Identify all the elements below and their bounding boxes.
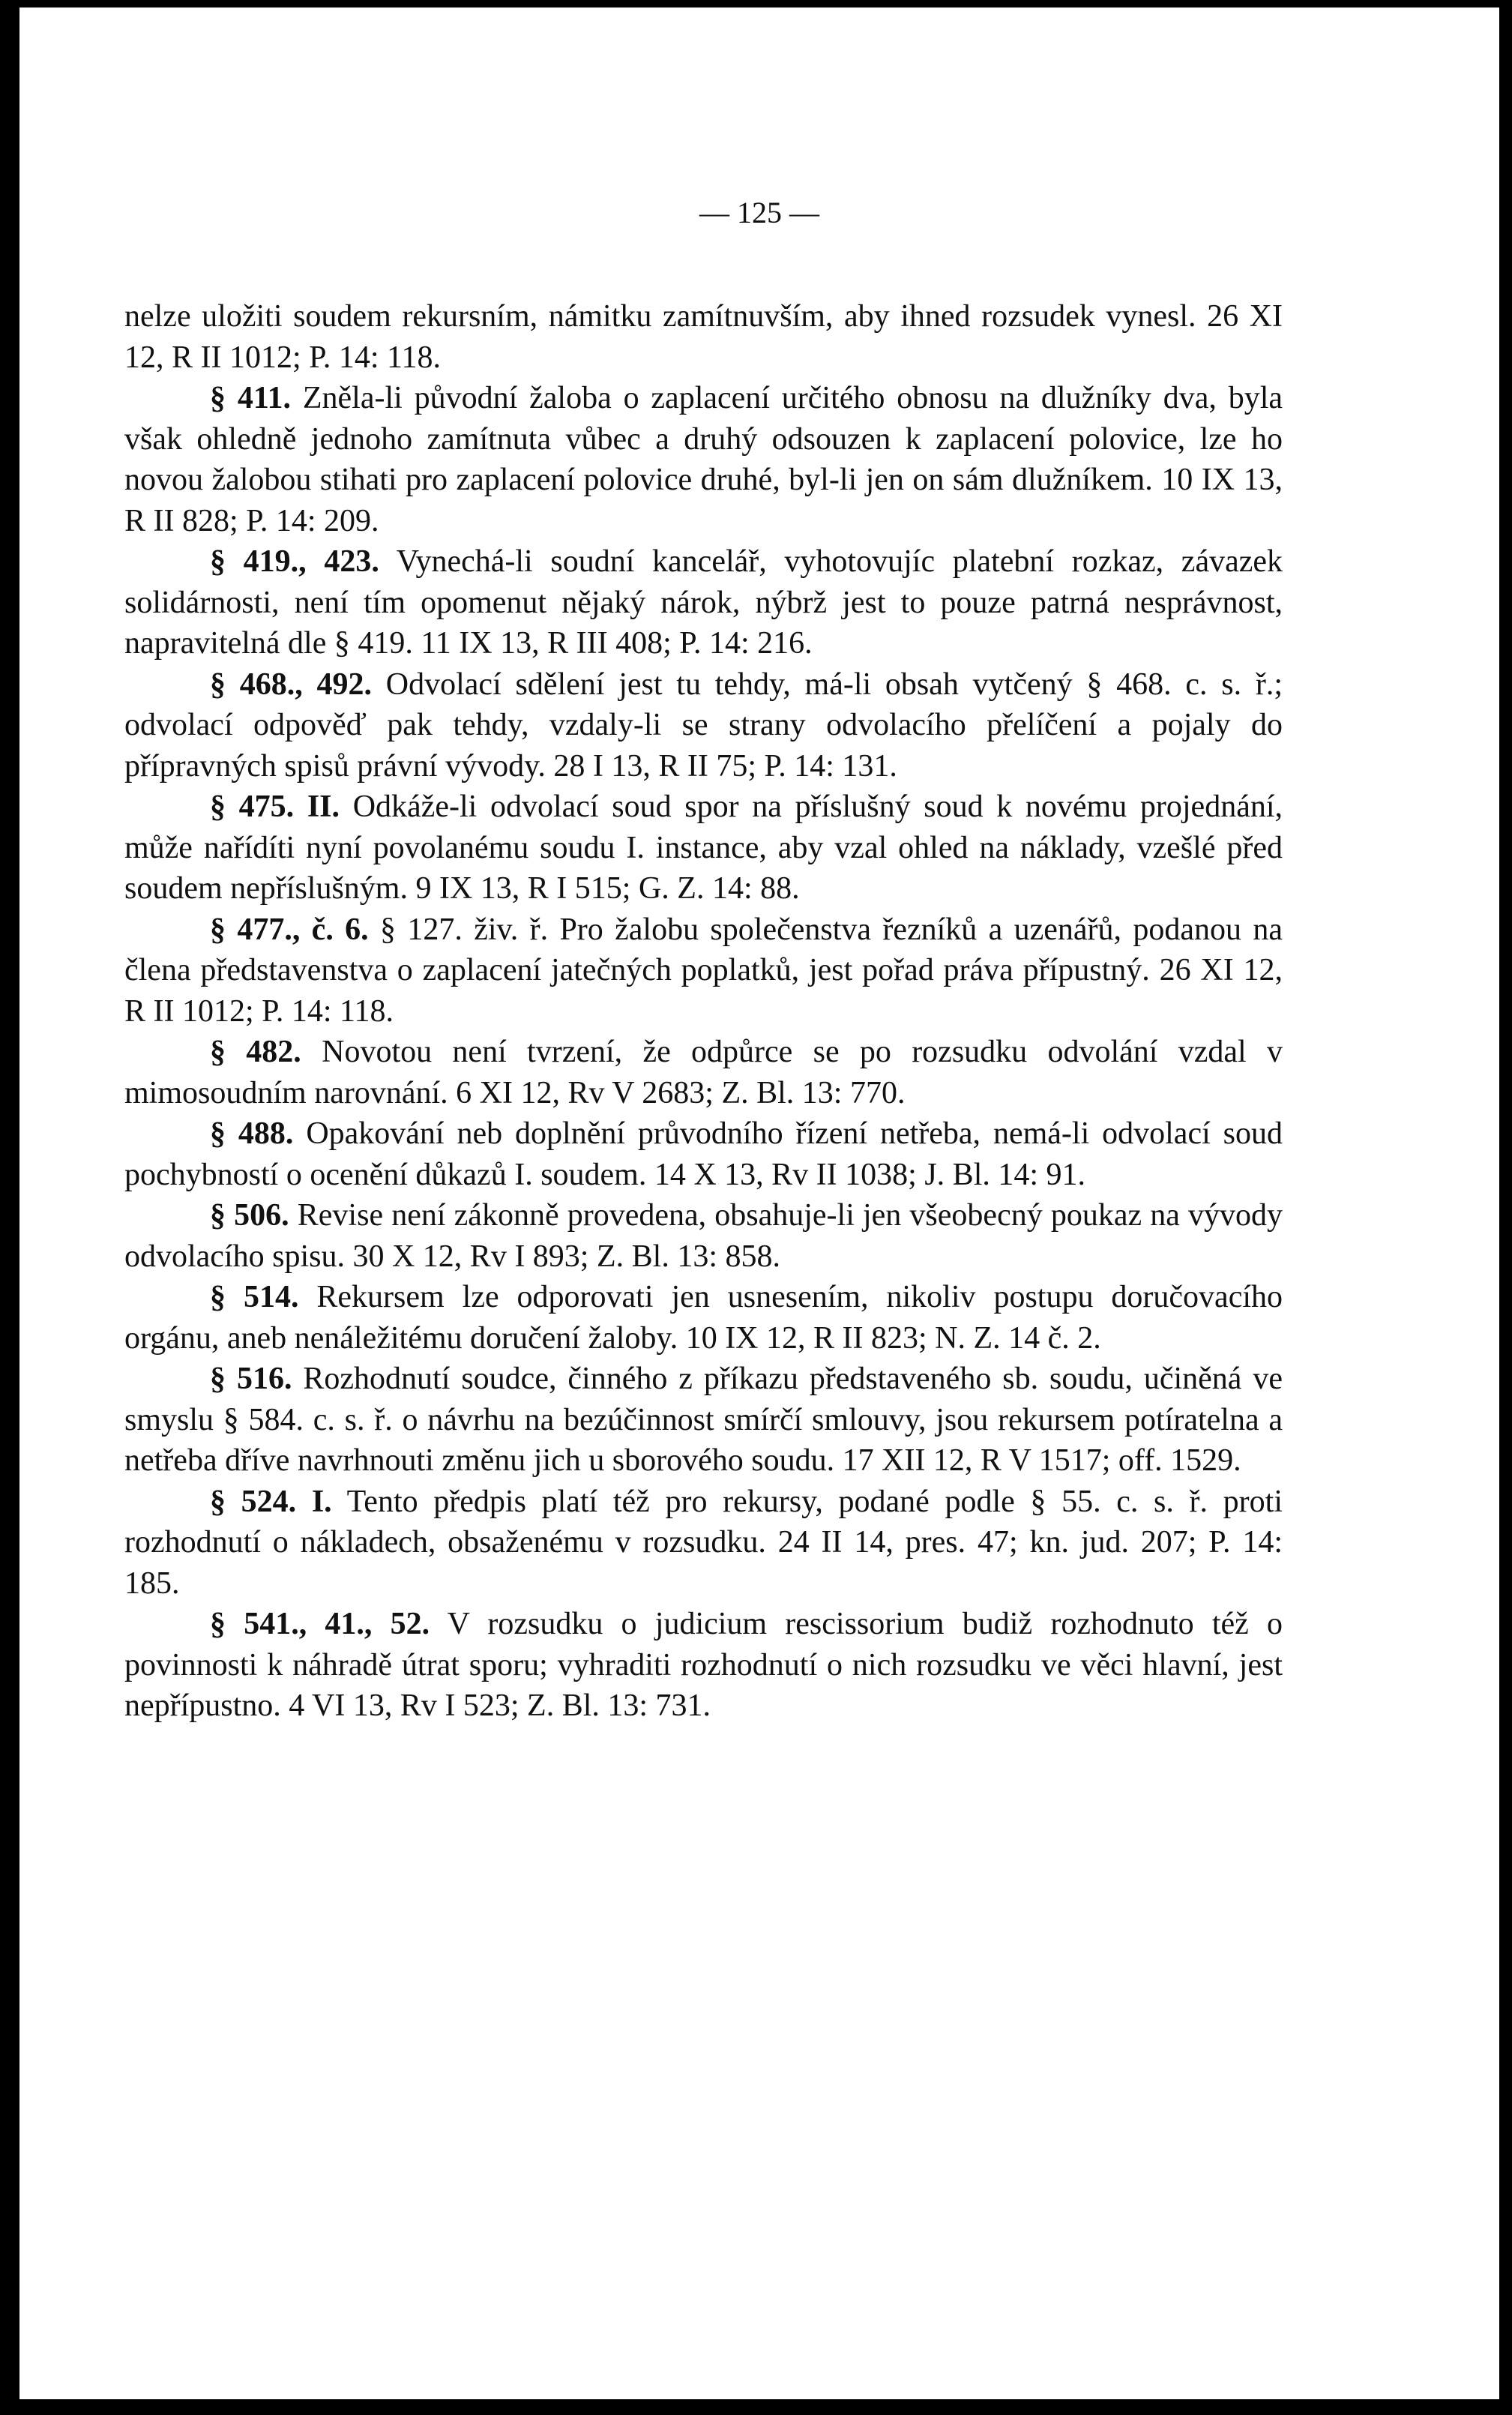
paragraph: [124, 541, 1283, 664]
page-number: — 125 —: [699, 196, 819, 229]
section-ref: § 516.: [210, 1362, 292, 1396]
paragraph: [124, 1032, 1283, 1113]
section-ref: § 506.: [210, 1198, 289, 1233]
paragraph: [124, 664, 1283, 787]
paragraph: [124, 1277, 1283, 1359]
paragraph-text: Rozhodnutí soudce, činného z příkazu představeného sb. soudu, učiněná ve smyslu § 584. c. s. ř. o návrhu na bezúčinnost smírčí smlouvy, jsou rekursem potíratelna a netřeba dříve navrhnouti změnu jich u sborového soudu. 17 XII 12, R V 1517; off. 1529.: [124, 1362, 1283, 1478]
section-ref: § 488.: [210, 1116, 294, 1151]
paragraph: [124, 1482, 1283, 1605]
paragraph: [124, 1195, 1283, 1277]
paragraph-text: Rekursem lze odporovati jen usnesením, nikoliv postupu doručovacího orgánu, aneb nenáležitému doručení žaloby. 10 IX 12, R II 823; N. Z. 14 č. 2.: [124, 1280, 1283, 1356]
section-ref: § 477., č. 6.: [210, 912, 369, 947]
paragraph: [124, 787, 1283, 909]
section-ref: § 419., 423.: [210, 544, 379, 579]
paragraph-continuation: [124, 296, 1283, 378]
section-ref: § 475. II.: [210, 790, 340, 824]
section-ref: § 411.: [210, 381, 292, 415]
paragraph-text: Tento předpis platí též pro rekursy, podané podle § 55. c. s. ř. proti rozhodnutí o nákladech, obsaženému v rozsudku. 24 II 14, pres. 47; kn. jud. 207; P. 14: 185.: [124, 1484, 1283, 1601]
paragraph: [124, 909, 1283, 1032]
paragraph-text: nelze uložiti soudem rekursním, námitku zamítnuvším, aby ihned rozsudek vynesl. 26 XI 12, R II 1012; P. 14: 118.: [124, 299, 1283, 375]
page-body: [124, 296, 1283, 1727]
paragraph-text: Vynechá-li soudní kancelář, vyhotovujíc platební rozkaz, závazek solidárnosti, není tím opomenut nějaký nárok, nýbrž jest to pouze patrná nesprávnost, napravitelná dle § 419. 11 IX 13, R III 408; P. 14: 216.: [124, 544, 1283, 661]
paragraph-text: Opakování neb doplnění průvodního řízení netřeba, nemá-li odvolací soud pochybností o ocenění důkazů I. soudem. 14 X 13, Rv II 1038; J. Bl. 14: 91.: [124, 1116, 1283, 1192]
paragraph: [124, 1113, 1283, 1195]
section-ref: § 524. I.: [210, 1484, 332, 1519]
paragraph-text: § 127. živ. ř. Pro žalobu společenstva řezníků a uzenářů, podanou na člena představenstva o zaplacení jatečných poplatků, jest pořad práva přípustný. 26 XI 12, R II 1012; P. 14: 118.: [124, 912, 1283, 1029]
section-ref: § 514.: [210, 1280, 299, 1314]
paragraph: [124, 1359, 1283, 1482]
section-ref: § 482.: [210, 1035, 301, 1069]
paragraph-text: Revise není zákonně provedena, obsahuje-li jen všeobecný poukaz na vývody odvolacího spisu. 30 X 12, Rv I 893; Z. Bl. 13: 858.: [124, 1198, 1283, 1274]
paragraph-text: V rozsudku o judicium rescissorium budiž rozhodnuto též o povinnosti k náhradě útrat sporu; vyhraditi rozhodnutí o nich rozsudku ve věci hlavní, jest nepřípustno. 4 VI 13, Rv I 523; Z. Bl. 13: 731.: [124, 1607, 1283, 1723]
paragraph-text: Odvolací sdělení jest tu tehdy, má-li obsah vytčený § 468. c. s. ř.; odvolací odpověď pak tehdy, vzdaly-li se strany odvolacího přelíčení a pojaly do přípravných spisů právní vývody. 28 I 13, R II 75; P. 14: 131.: [124, 667, 1283, 784]
paragraph: [124, 378, 1283, 541]
section-ref: § 468., 492.: [210, 667, 373, 702]
paragraph-text: Zněla-li původní žaloba o zaplacení určitého obnosu na dlužníky dva, byla však ohledně jednoho zamítnuta vůbec a druhý odsouzen k zaplacení polovice, lze ho novou žalobou stihati pro zaplacení polovice druhé, byl-li jen on sám dlužníkem. 10 IX 13, R II 828; P. 14: 209.: [124, 381, 1283, 538]
paragraph: [124, 1604, 1283, 1727]
paragraph-text: Novotou není tvrzení, že odpůrce se po rozsudku odvolání vzdal v mimosoudním narovnání. 6 XI 12, Rv V 2683; Z. Bl. 13: 770.: [124, 1035, 1283, 1110]
book-page: [19, 7, 1499, 2399]
section-ref: § 541., 41., 52.: [210, 1607, 430, 1641]
paragraph-text: Odkáže-li odvolací soud spor na příslušný soud k novému projednání, může nařídíti nyní povolanému soudu I. instance, aby vzal ohled na náklady, vzešlé před soudem nepříslušným. 9 IX 13, R I 515; G. Z. 14: 88.: [124, 790, 1283, 906]
